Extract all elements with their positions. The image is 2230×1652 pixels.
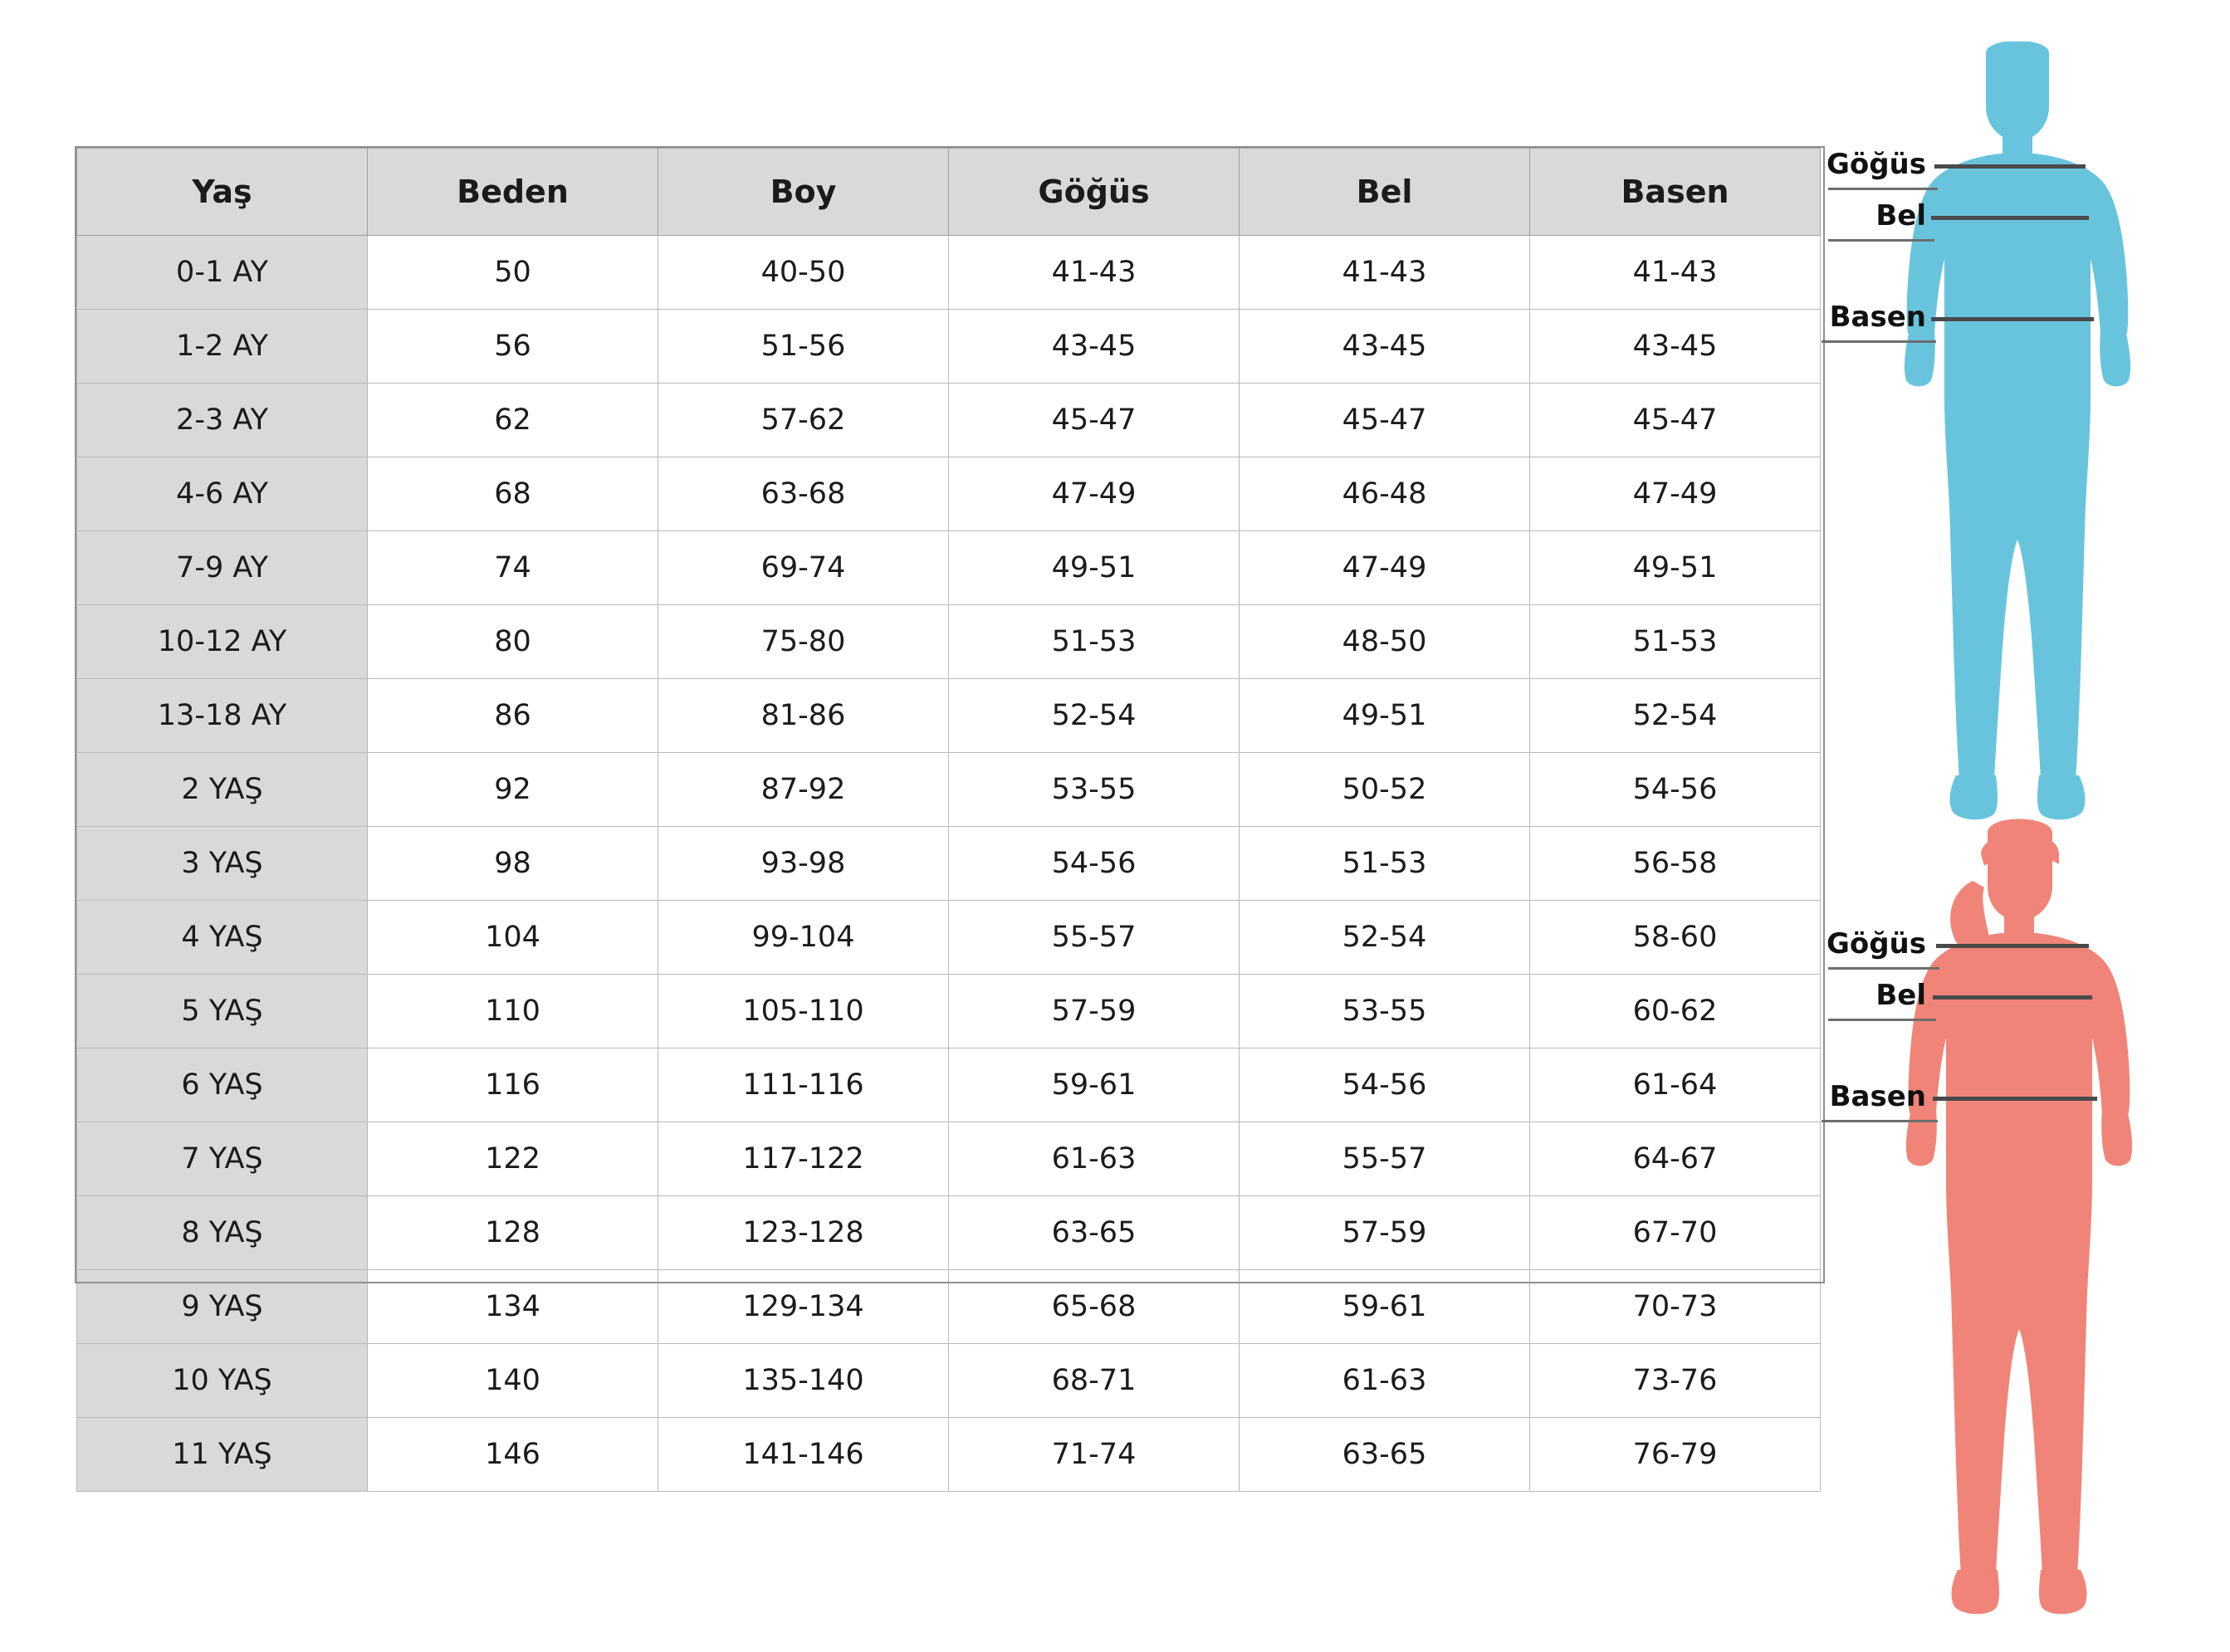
table-row xyxy=(77,384,1821,457)
cell-chest: 47-49 xyxy=(949,457,1240,531)
cell-chest: 43-45 xyxy=(949,310,1240,384)
cell-size: 110 xyxy=(368,975,658,1048)
girl-hip-leader xyxy=(1822,1120,1938,1122)
cell-age: 5 YAŞ xyxy=(77,975,368,1048)
cell-hip: 64-67 xyxy=(1530,1122,1821,1196)
cell-age: 7-9 AY xyxy=(77,531,368,605)
table-row xyxy=(77,531,1821,605)
cell-hip: 52-54 xyxy=(1530,679,1821,753)
boy-chest-measure-line xyxy=(1934,164,2086,169)
cell-waist: 61-63 xyxy=(1240,1344,1530,1418)
boy-waist-label: Bel xyxy=(1875,199,1926,232)
cell-hip: 51-53 xyxy=(1530,605,1821,679)
cell-chest: 63-65 xyxy=(949,1196,1240,1270)
cell-height: 40-50 xyxy=(658,236,949,310)
cell-chest: 65-68 xyxy=(949,1270,1240,1344)
size-table-container xyxy=(76,148,1820,1492)
cell-chest: 71-74 xyxy=(949,1418,1240,1492)
cell-chest: 53-55 xyxy=(949,753,1240,827)
table-row xyxy=(77,1122,1821,1196)
cell-size: 104 xyxy=(368,901,658,975)
cell-size: 80 xyxy=(368,605,658,679)
girl-chest-leader xyxy=(1828,967,1939,970)
cell-chest: 55-57 xyxy=(949,901,1240,975)
column-header-size: Beden xyxy=(368,149,658,236)
cell-hip: 58-60 xyxy=(1530,901,1821,975)
cell-age: 9 YAŞ xyxy=(77,1270,368,1344)
table-row xyxy=(77,1344,1821,1418)
cell-height: 93-98 xyxy=(658,827,949,901)
cell-size: 140 xyxy=(368,1344,658,1418)
cell-height: 129-134 xyxy=(658,1270,949,1344)
cell-height: 75-80 xyxy=(658,605,949,679)
table-body xyxy=(77,236,1821,1492)
column-header-hip: Basen xyxy=(1530,149,1821,236)
cell-waist: 48-50 xyxy=(1240,605,1530,679)
cell-waist: 51-53 xyxy=(1240,827,1530,901)
cell-height: 135-140 xyxy=(658,1344,949,1418)
table-row xyxy=(77,310,1821,384)
cell-height: 111-116 xyxy=(658,1048,949,1122)
girl-waist-label: Bel xyxy=(1875,979,1926,1012)
cell-chest: 52-54 xyxy=(949,679,1240,753)
cell-hip: 73-76 xyxy=(1530,1344,1821,1418)
cell-age: 2 YAŞ xyxy=(77,753,368,827)
boy-figure xyxy=(1810,42,2225,842)
cell-waist: 55-57 xyxy=(1240,1122,1530,1196)
boy-hip-leader xyxy=(1822,340,1936,343)
cell-age: 6 YAŞ xyxy=(77,1048,368,1122)
cell-hip: 47-49 xyxy=(1530,457,1821,531)
cell-chest: 45-47 xyxy=(949,384,1240,457)
cell-hip: 56-58 xyxy=(1530,827,1821,901)
boy-hip-label: Basen xyxy=(1829,301,1926,334)
cell-chest: 61-63 xyxy=(949,1122,1240,1196)
cell-age: 11 YAŞ xyxy=(77,1418,368,1492)
size-table xyxy=(76,148,1821,1492)
cell-chest: 51-53 xyxy=(949,605,1240,679)
cell-size: 50 xyxy=(368,236,658,310)
cell-age: 2-3 AY xyxy=(77,384,368,457)
table-row xyxy=(77,457,1821,531)
cell-chest: 59-61 xyxy=(949,1048,1240,1122)
cell-chest: 41-43 xyxy=(949,236,1240,310)
table-row xyxy=(77,679,1821,753)
table-row xyxy=(77,753,1821,827)
cell-waist: 47-49 xyxy=(1240,531,1530,605)
cell-age: 3 YAŞ xyxy=(77,827,368,901)
cell-hip: 70-73 xyxy=(1530,1270,1821,1344)
cell-hip: 60-62 xyxy=(1530,975,1821,1048)
cell-chest: 54-56 xyxy=(949,827,1240,901)
cell-height: 81-86 xyxy=(658,679,949,753)
cell-size: 146 xyxy=(368,1418,658,1492)
cell-age: 0-1 AY xyxy=(77,236,368,310)
cell-size: 128 xyxy=(368,1196,658,1270)
cell-height: 87-92 xyxy=(658,753,949,827)
girl-chest-label: Göğüs xyxy=(1826,927,1926,960)
cell-hip: 76-79 xyxy=(1530,1418,1821,1492)
table-row xyxy=(77,901,1821,975)
cell-waist: 43-45 xyxy=(1240,310,1530,384)
cell-hip: 54-56 xyxy=(1530,753,1821,827)
table-row xyxy=(77,975,1821,1048)
table-row xyxy=(77,1048,1821,1122)
cell-height: 63-68 xyxy=(658,457,949,531)
cell-waist: 50-52 xyxy=(1240,753,1530,827)
cell-hip: 43-45 xyxy=(1530,310,1821,384)
table-row xyxy=(77,236,1821,310)
cell-hip: 67-70 xyxy=(1530,1196,1821,1270)
cell-waist: 59-61 xyxy=(1240,1270,1530,1344)
table-row xyxy=(77,1270,1821,1344)
boy-waist-measure-line xyxy=(1931,216,2089,220)
cell-hip: 45-47 xyxy=(1530,384,1821,457)
cell-size: 116 xyxy=(368,1048,658,1122)
cell-height: 141-146 xyxy=(658,1418,949,1492)
cell-age: 8 YAŞ xyxy=(77,1196,368,1270)
cell-height: 105-110 xyxy=(658,975,949,1048)
cell-waist: 63-65 xyxy=(1240,1418,1530,1492)
column-header-waist: Bel xyxy=(1240,149,1530,236)
cell-size: 74 xyxy=(368,531,658,605)
cell-waist: 41-43 xyxy=(1240,236,1530,310)
cell-size: 86 xyxy=(368,679,658,753)
girl-figure xyxy=(1810,818,2225,1643)
cell-waist: 45-47 xyxy=(1240,384,1530,457)
column-header-height: Boy xyxy=(658,149,949,236)
cell-size: 122 xyxy=(368,1122,658,1196)
boy-chest-label: Göğüs xyxy=(1826,148,1926,181)
cell-chest: 68-71 xyxy=(949,1344,1240,1418)
table-row xyxy=(77,1196,1821,1270)
cell-height: 123-128 xyxy=(658,1196,949,1270)
column-header-chest: Göğüs xyxy=(949,149,1240,236)
cell-age: 1-2 AY xyxy=(77,310,368,384)
cell-chest: 49-51 xyxy=(949,531,1240,605)
cell-size: 98 xyxy=(368,827,658,901)
girl-waist-measure-line xyxy=(1933,995,2092,1000)
cell-height: 117-122 xyxy=(658,1122,949,1196)
cell-size: 62 xyxy=(368,384,658,457)
cell-height: 69-74 xyxy=(658,531,949,605)
table-row xyxy=(77,827,1821,901)
cell-height: 99-104 xyxy=(658,901,949,975)
cell-hip: 49-51 xyxy=(1530,531,1821,605)
cell-age: 7 YAŞ xyxy=(77,1122,368,1196)
boy-waist-leader xyxy=(1828,239,1934,242)
cell-hip: 41-43 xyxy=(1530,236,1821,310)
cell-size: 56 xyxy=(368,310,658,384)
cell-waist: 52-54 xyxy=(1240,901,1530,975)
girl-hip-label: Basen xyxy=(1829,1080,1926,1113)
cell-height: 51-56 xyxy=(658,310,949,384)
cell-waist: 57-59 xyxy=(1240,1196,1530,1270)
table-row xyxy=(77,1418,1821,1492)
boy-chest-leader xyxy=(1828,188,1938,190)
cell-size: 92 xyxy=(368,753,658,827)
girl-hip-measure-line xyxy=(1933,1097,2097,1101)
table-header xyxy=(77,149,1821,236)
table-row xyxy=(77,605,1821,679)
body-figures xyxy=(1810,25,2225,1644)
cell-chest: 57-59 xyxy=(949,975,1240,1048)
column-header-age: Yaş xyxy=(77,149,368,236)
cell-hip: 61-64 xyxy=(1530,1048,1821,1122)
cell-size: 134 xyxy=(368,1270,658,1344)
cell-age: 4 YAŞ xyxy=(77,901,368,975)
boy-hip-measure-line xyxy=(1931,317,2094,321)
cell-age: 10 YAŞ xyxy=(77,1344,368,1418)
cell-waist: 53-55 xyxy=(1240,975,1530,1048)
cell-size: 68 xyxy=(368,457,658,531)
cell-age: 10-12 AY xyxy=(77,605,368,679)
cell-waist: 46-48 xyxy=(1240,457,1530,531)
cell-age: 13-18 AY xyxy=(77,679,368,753)
table-header-row xyxy=(77,149,1821,236)
cell-waist: 49-51 xyxy=(1240,679,1530,753)
cell-age: 4-6 AY xyxy=(77,457,368,531)
girl-chest-measure-line xyxy=(1936,944,2089,948)
girl-waist-leader xyxy=(1828,1019,1936,1021)
cell-height: 57-62 xyxy=(658,384,949,457)
cell-waist: 54-56 xyxy=(1240,1048,1530,1122)
